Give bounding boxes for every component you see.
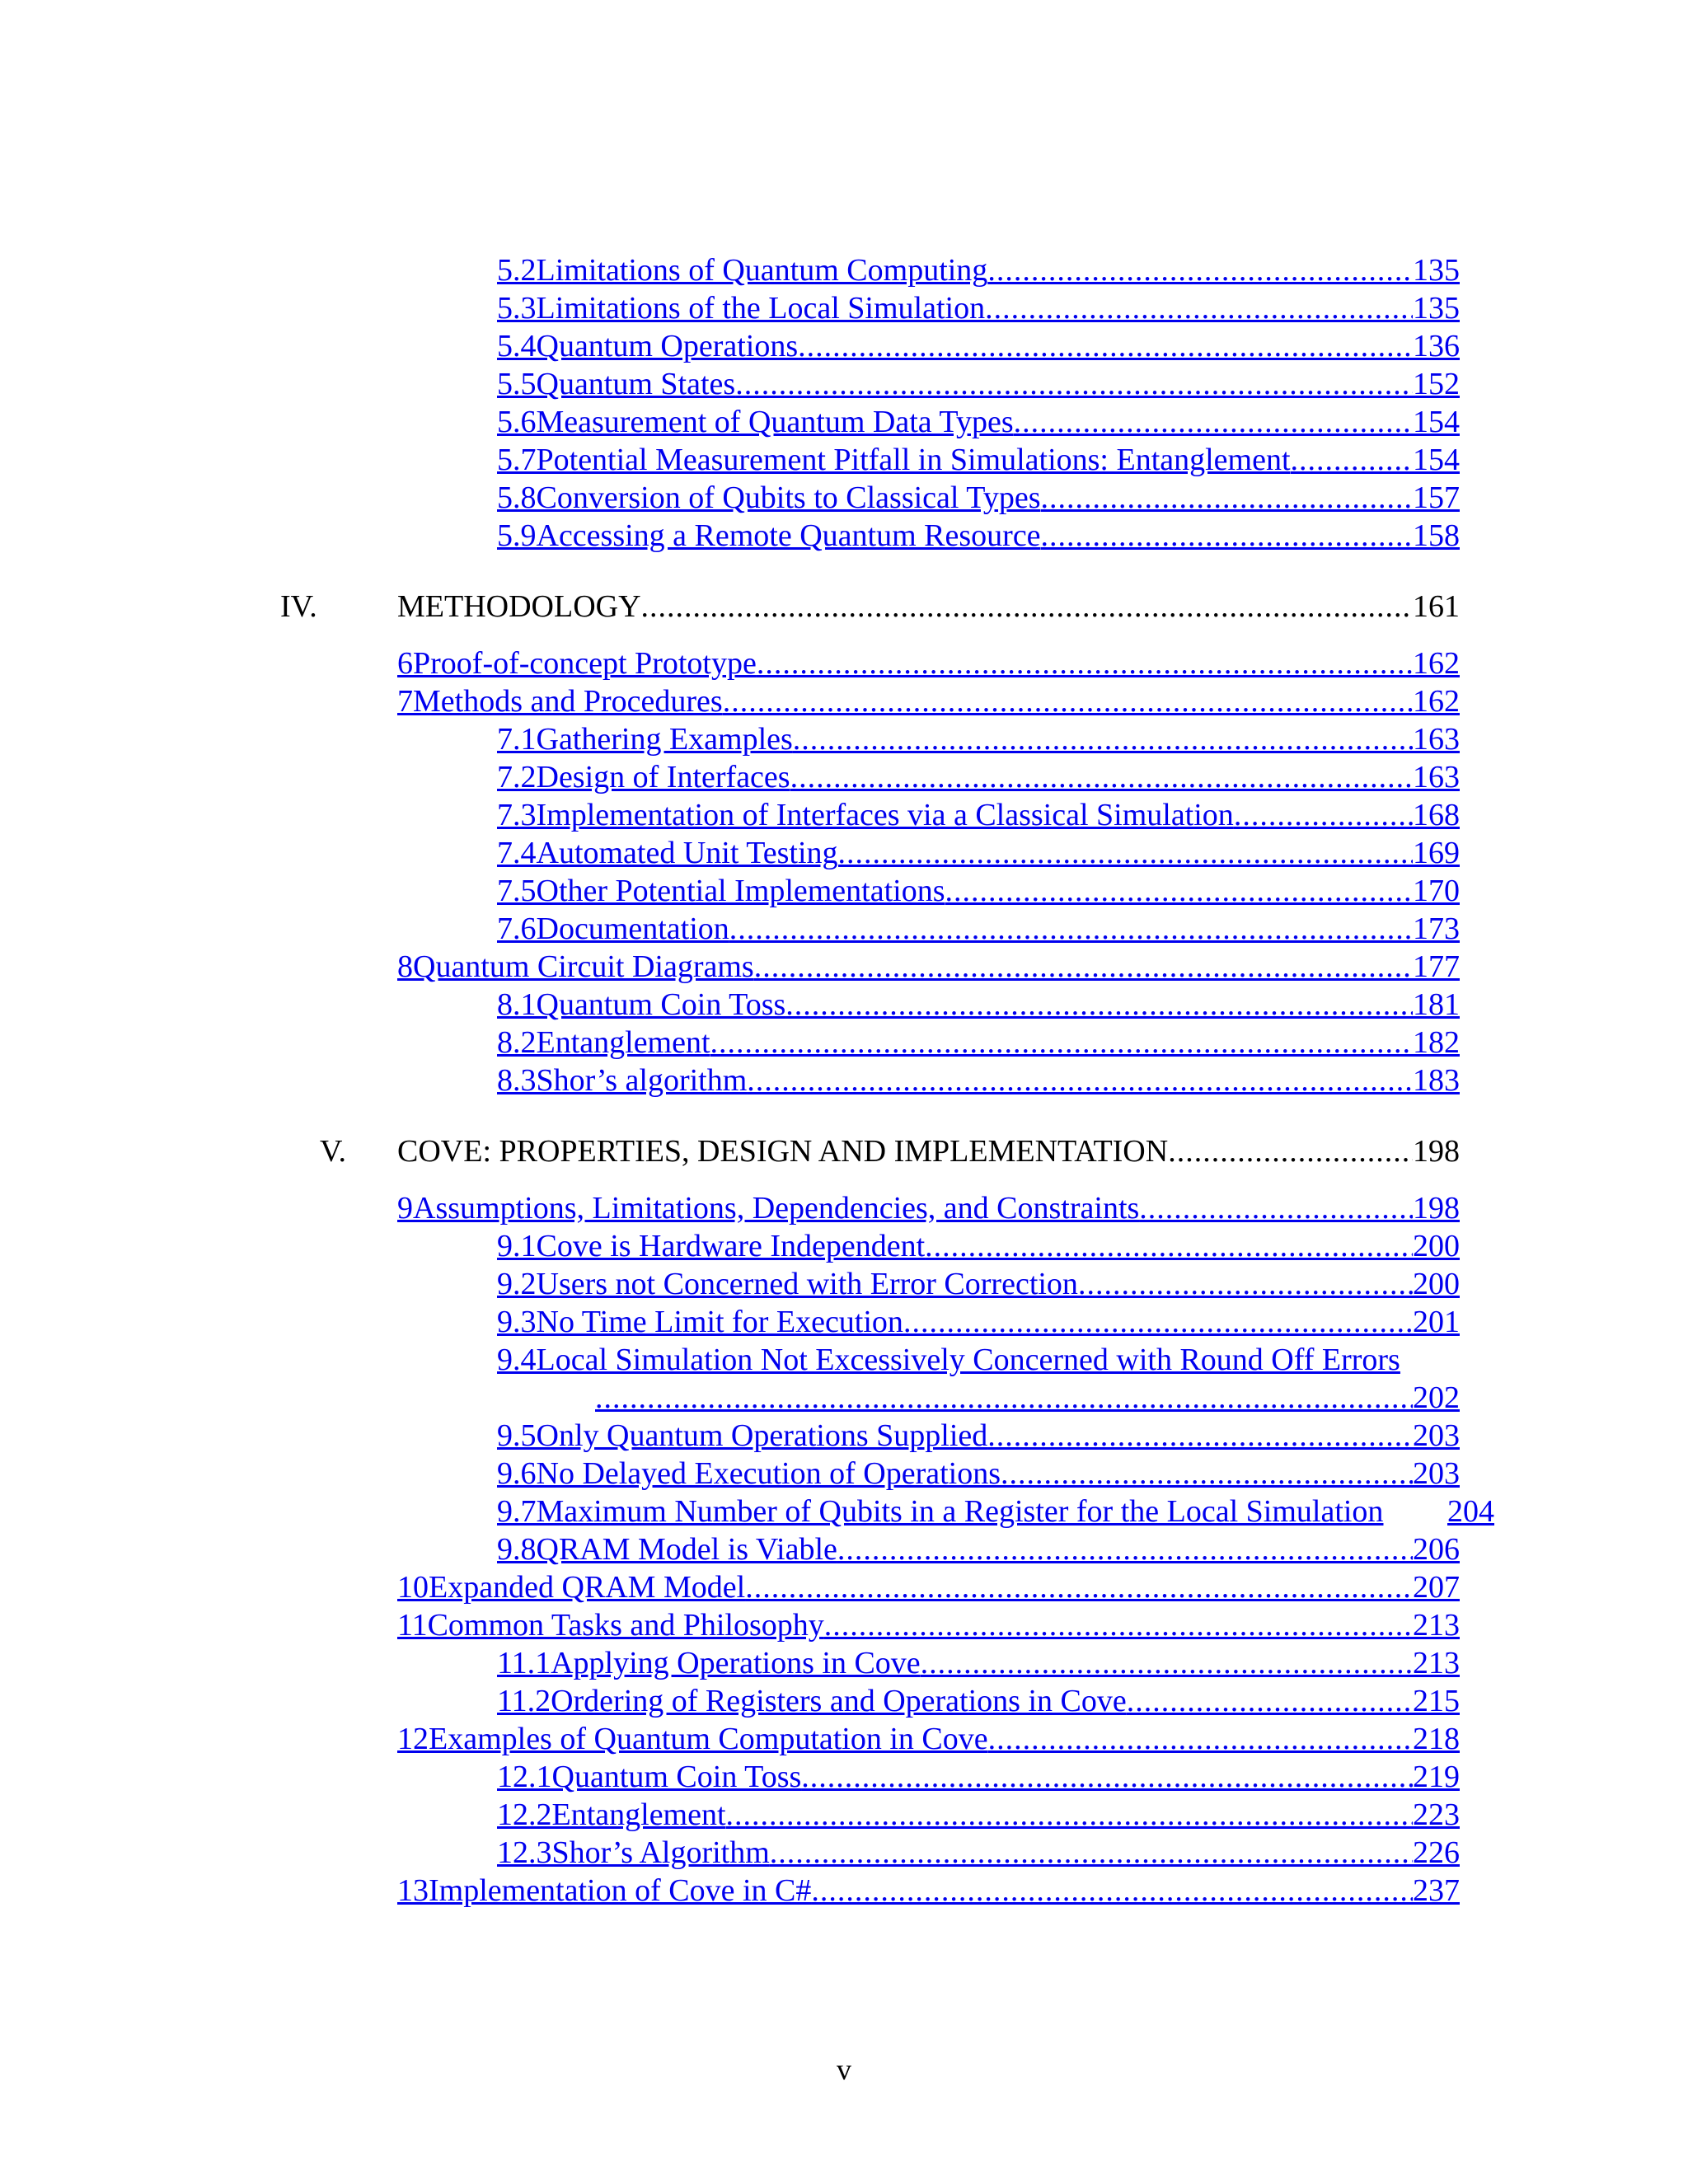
toc-entry-page[interactable]: 213 xyxy=(1413,1646,1460,1680)
toc-entry[interactable] xyxy=(497,1682,1460,1720)
dot-leader xyxy=(754,948,1413,986)
dot-leader xyxy=(1168,1132,1413,1170)
toc-entry-page[interactable]: 200 xyxy=(1413,1229,1460,1263)
toc-entry[interactable] xyxy=(497,441,1460,479)
toc-entry-title[interactable]: 9.4Local Simulation Not Excessively Concerned with Round Off Errors xyxy=(497,1343,1400,1377)
chapter-heading xyxy=(397,1132,1460,1170)
toc-entry-continuation[interactable] xyxy=(595,1379,1460,1417)
dot-leader xyxy=(1001,1455,1413,1493)
toc-entry-page[interactable]: 183 xyxy=(1413,1063,1460,1098)
toc-entry-title[interactable]: 11.2Ordering of Registers and Operations in Cove xyxy=(497,1684,1127,1718)
toc-entry-page[interactable]: 170 xyxy=(1413,874,1460,908)
toc-entry[interactable] xyxy=(397,1189,1460,1227)
toc-entry-title[interactable]: 9.8QRAM Model is Viable xyxy=(497,1532,837,1567)
toc-entry-title[interactable]: 7.2Design of Interfaces xyxy=(497,760,790,794)
toc-entry[interactable] xyxy=(497,517,1460,555)
dot-leader xyxy=(641,588,1413,626)
toc-entry[interactable] xyxy=(497,479,1460,517)
toc-entry-page[interactable]: 206 xyxy=(1413,1532,1460,1567)
chapter-page: 161 xyxy=(1413,589,1460,624)
toc-entry-title[interactable]: 8Quantum Circuit Diagrams xyxy=(397,949,754,984)
toc-entry-title[interactable]: 7.3Implementation of Interfaces via a Classical Simulation xyxy=(497,798,1234,832)
toc-entry[interactable] xyxy=(497,403,1460,441)
toc-entry-page[interactable]: 173 xyxy=(1413,912,1460,946)
toc-entry[interactable] xyxy=(397,1568,1460,1606)
dot-leader xyxy=(1078,1265,1413,1303)
dot-leader xyxy=(595,1379,1413,1417)
dot-leader xyxy=(723,682,1413,720)
toc-entry-title[interactable]: 9Assumptions, Limitations, Dependencies, and Constraints xyxy=(397,1191,1140,1226)
dot-leader xyxy=(903,1303,1413,1341)
chapter-heading xyxy=(397,588,1460,626)
toc-entry-title[interactable]: 5.9Accessing a Remote Quantum Resource xyxy=(497,518,1041,553)
dot-leader xyxy=(790,758,1413,796)
dot-leader xyxy=(985,289,1413,327)
toc-entry-title[interactable]: 5.6Measurement of Quantum Data Types xyxy=(497,405,1014,439)
toc-entry-page[interactable]: 203 xyxy=(1413,1456,1460,1491)
toc-entry-page[interactable]: 177 xyxy=(1413,949,1460,984)
dot-leader xyxy=(726,1796,1413,1834)
toc-entry-page[interactable]: 169 xyxy=(1413,836,1460,870)
toc-entry[interactable] xyxy=(497,910,1460,948)
toc-entry[interactable] xyxy=(497,1024,1460,1062)
dot-leader xyxy=(710,1024,1413,1062)
toc-entry-page[interactable]: 182 xyxy=(1413,1025,1460,1060)
toc-entry[interactable] xyxy=(497,327,1460,365)
toc-entry[interactable] xyxy=(497,289,1460,327)
toc-entry-title[interactable]: 12.1Quantum Coin Toss xyxy=(497,1760,802,1794)
toc-entry-page[interactable]: 202 xyxy=(1413,1380,1460,1415)
dot-leader xyxy=(735,365,1413,403)
toc-entry-page[interactable]: 152 xyxy=(1413,367,1460,401)
toc-entry-title[interactable]: 8.2Entanglement xyxy=(497,1025,710,1060)
dot-leader xyxy=(1041,479,1414,517)
toc-entry-title[interactable]: 5.3Limitations of the Local Simulation xyxy=(497,291,986,326)
toc-entry-title[interactable]: 8.1Quantum Coin Toss xyxy=(497,987,786,1022)
dot-leader xyxy=(987,1417,1413,1455)
toc-entry[interactable] xyxy=(497,1530,1460,1568)
toc-entry-page[interactable]: 200 xyxy=(1413,1267,1460,1301)
chapter-page: 198 xyxy=(1413,1134,1460,1169)
dot-leader xyxy=(1291,441,1413,479)
toc-entry-title[interactable]: 5.2Limitations of Quantum Computing xyxy=(497,253,988,288)
toc-entry[interactable] xyxy=(497,796,1460,834)
toc-entry-page[interactable]: 163 xyxy=(1413,722,1460,757)
toc-entry-page[interactable]: 218 xyxy=(1413,1722,1460,1756)
dot-leader xyxy=(988,1720,1413,1758)
toc-entry-page[interactable]: 162 xyxy=(1413,646,1460,681)
dot-leader xyxy=(1014,403,1413,441)
dot-leader xyxy=(1234,796,1413,834)
toc-entry-page[interactable]: 223 xyxy=(1413,1797,1460,1832)
toc-entry-page[interactable]: 154 xyxy=(1413,443,1460,477)
dot-leader xyxy=(838,834,1413,872)
toc-entry[interactable] xyxy=(397,1606,1460,1644)
dot-leader xyxy=(1139,1189,1413,1227)
chapter-title: COVE: PROPERTIES, DESIGN AND IMPLEMENTATION xyxy=(397,1134,1169,1169)
dot-leader xyxy=(921,1644,1413,1682)
dot-leader xyxy=(801,1758,1413,1796)
toc-entry-title[interactable]: 12.3Shor’s Algorithm xyxy=(497,1835,770,1870)
dot-leader xyxy=(925,1227,1413,1265)
toc-entry-page[interactable]: 135 xyxy=(1413,253,1460,288)
toc-entry[interactable] xyxy=(497,834,1460,872)
toc-entry[interactable] xyxy=(497,1796,1460,1834)
dot-leader xyxy=(824,1606,1413,1644)
toc-entry-title[interactable]: 7.1Gathering Examples xyxy=(497,722,793,757)
dot-leader xyxy=(745,1568,1413,1606)
dot-leader xyxy=(837,1530,1413,1568)
dot-leader xyxy=(811,1872,1413,1910)
dot-leader xyxy=(987,251,1413,289)
toc-entry-title[interactable]: 9.1Cove is Hardware Independent xyxy=(497,1229,926,1263)
toc-entry[interactable] xyxy=(497,986,1460,1024)
toc-entry-page[interactable]: 203 xyxy=(1413,1418,1460,1453)
toc-entry[interactable] xyxy=(397,1872,1460,1910)
toc-entry[interactable] xyxy=(397,644,1460,682)
toc-entry[interactable] xyxy=(397,948,1460,986)
toc-entry-page[interactable]: 154 xyxy=(1413,405,1460,439)
toc-entry[interactable] xyxy=(397,1720,1460,1758)
toc-entry-page[interactable]: 181 xyxy=(1413,987,1460,1022)
dot-leader xyxy=(770,1834,1413,1872)
toc-entry-title[interactable]: 9.2Users not Concerned with Error Correction xyxy=(497,1267,1078,1301)
dot-leader xyxy=(945,872,1413,910)
toc-entry-page[interactable]: 207 xyxy=(1413,1570,1460,1605)
toc-entry[interactable] xyxy=(497,872,1460,910)
toc-entry-page[interactable]: 168 xyxy=(1413,798,1460,832)
toc-entry-page[interactable]: 158 xyxy=(1413,518,1460,553)
toc-entry-title[interactable]: 10Expanded QRAM Model xyxy=(397,1570,746,1605)
toc-entry[interactable] xyxy=(397,682,1460,720)
dot-leader xyxy=(793,720,1413,758)
dot-leader xyxy=(747,1062,1413,1099)
toc-entry[interactable] xyxy=(497,1455,1460,1493)
page-number: v xyxy=(837,2053,851,2086)
chapter-number: IV. xyxy=(280,589,317,624)
toc-entry-title[interactable]: 11.1Applying Operations in Cove xyxy=(497,1646,921,1680)
toc-entry-title[interactable]: 7.5Other Potential Implementations xyxy=(497,874,945,908)
dot-leader xyxy=(798,327,1413,365)
dot-leader xyxy=(729,910,1413,948)
toc-entry-title[interactable]: 7.4Automated Unit Testing xyxy=(497,836,838,870)
toc-entry-title[interactable]: 9.3No Time Limit for Execution xyxy=(497,1305,903,1339)
chapter-number: V. xyxy=(319,1134,346,1169)
toc-entry-title[interactable]: 11Common Tasks and Philosophy xyxy=(397,1608,824,1643)
toc-entry[interactable] xyxy=(497,1493,1494,1530)
toc-entry-page[interactable]: 162 xyxy=(1413,684,1460,719)
toc-entry-page[interactable]: 198 xyxy=(1413,1191,1460,1226)
toc-entry[interactable] xyxy=(497,1062,1460,1099)
toc-entry-title[interactable]: 12.2Entanglement xyxy=(497,1797,726,1832)
toc-entry-title[interactable]: 9.5Only Quantum Operations Supplied xyxy=(497,1418,988,1453)
toc-entry-wrapped[interactable] xyxy=(497,1341,1460,1379)
toc-entry-title[interactable]: 9.6No Delayed Execution of Operations xyxy=(497,1456,1001,1491)
toc-entry-title[interactable]: 7.6Documentation xyxy=(497,912,729,946)
toc-entry-page[interactable]: 204 xyxy=(1447,1494,1494,1529)
toc-entry[interactable] xyxy=(497,1303,1460,1341)
toc-entry[interactable] xyxy=(497,1758,1460,1796)
toc-entry[interactable] xyxy=(497,1417,1460,1455)
toc-entry-title[interactable]: 12Examples of Quantum Computation in Cove xyxy=(397,1722,988,1756)
toc-entry[interactable] xyxy=(497,758,1460,796)
toc-entry-title[interactable]: 8.3Shor’s algorithm xyxy=(497,1063,748,1098)
dot-leader xyxy=(757,644,1413,682)
dot-leader xyxy=(785,986,1413,1024)
toc-entry[interactable] xyxy=(497,1265,1460,1303)
toc-entry-title[interactable]: 13Implementation of Cove in C# xyxy=(397,1873,812,1908)
toc-entry-title[interactable]: 5.5Quantum States xyxy=(497,367,736,401)
toc-entry-title[interactable]: 5.4Quantum Operations xyxy=(497,329,799,363)
dot-leader xyxy=(1127,1682,1413,1720)
toc-entry-title[interactable]: 9.7Maximum Number of Qubits in a Register for the Local Simulation xyxy=(497,1494,1384,1529)
toc-entry-page[interactable]: 135 xyxy=(1413,291,1460,326)
chapter-title: METHODOLOGY xyxy=(397,589,641,624)
toc-entry-title[interactable]: 7Methods and Procedures xyxy=(397,684,723,719)
toc-entry-title[interactable]: 6Proof-of-concept Prototype xyxy=(397,646,757,681)
toc-entry-page[interactable]: 226 xyxy=(1413,1835,1460,1870)
toc-entry-page[interactable]: 213 xyxy=(1413,1608,1460,1643)
toc-entry[interactable] xyxy=(497,251,1460,289)
toc-entry-page[interactable]: 201 xyxy=(1413,1305,1460,1339)
toc-entry[interactable] xyxy=(497,1227,1460,1265)
toc-entry[interactable] xyxy=(497,720,1460,758)
dot-leader xyxy=(1041,517,1413,555)
toc-entry-page[interactable]: 157 xyxy=(1413,480,1460,515)
toc-entry-title[interactable]: 5.7Potential Measurement Pitfall in Simulations: Entanglement xyxy=(497,443,1291,477)
toc-entry[interactable] xyxy=(497,1644,1460,1682)
toc-entry-title[interactable]: 5.8Conversion of Qubits to Classical Types xyxy=(497,480,1041,515)
toc-entry-page[interactable]: 237 xyxy=(1413,1873,1460,1908)
toc-entry-page[interactable]: 136 xyxy=(1413,329,1460,363)
toc-entry-page[interactable]: 215 xyxy=(1413,1684,1460,1718)
toc-entry-page[interactable]: 163 xyxy=(1413,760,1460,794)
toc-entry[interactable] xyxy=(497,365,1460,403)
toc-entry[interactable] xyxy=(497,1834,1460,1872)
toc-entry-page[interactable]: 219 xyxy=(1413,1760,1460,1794)
